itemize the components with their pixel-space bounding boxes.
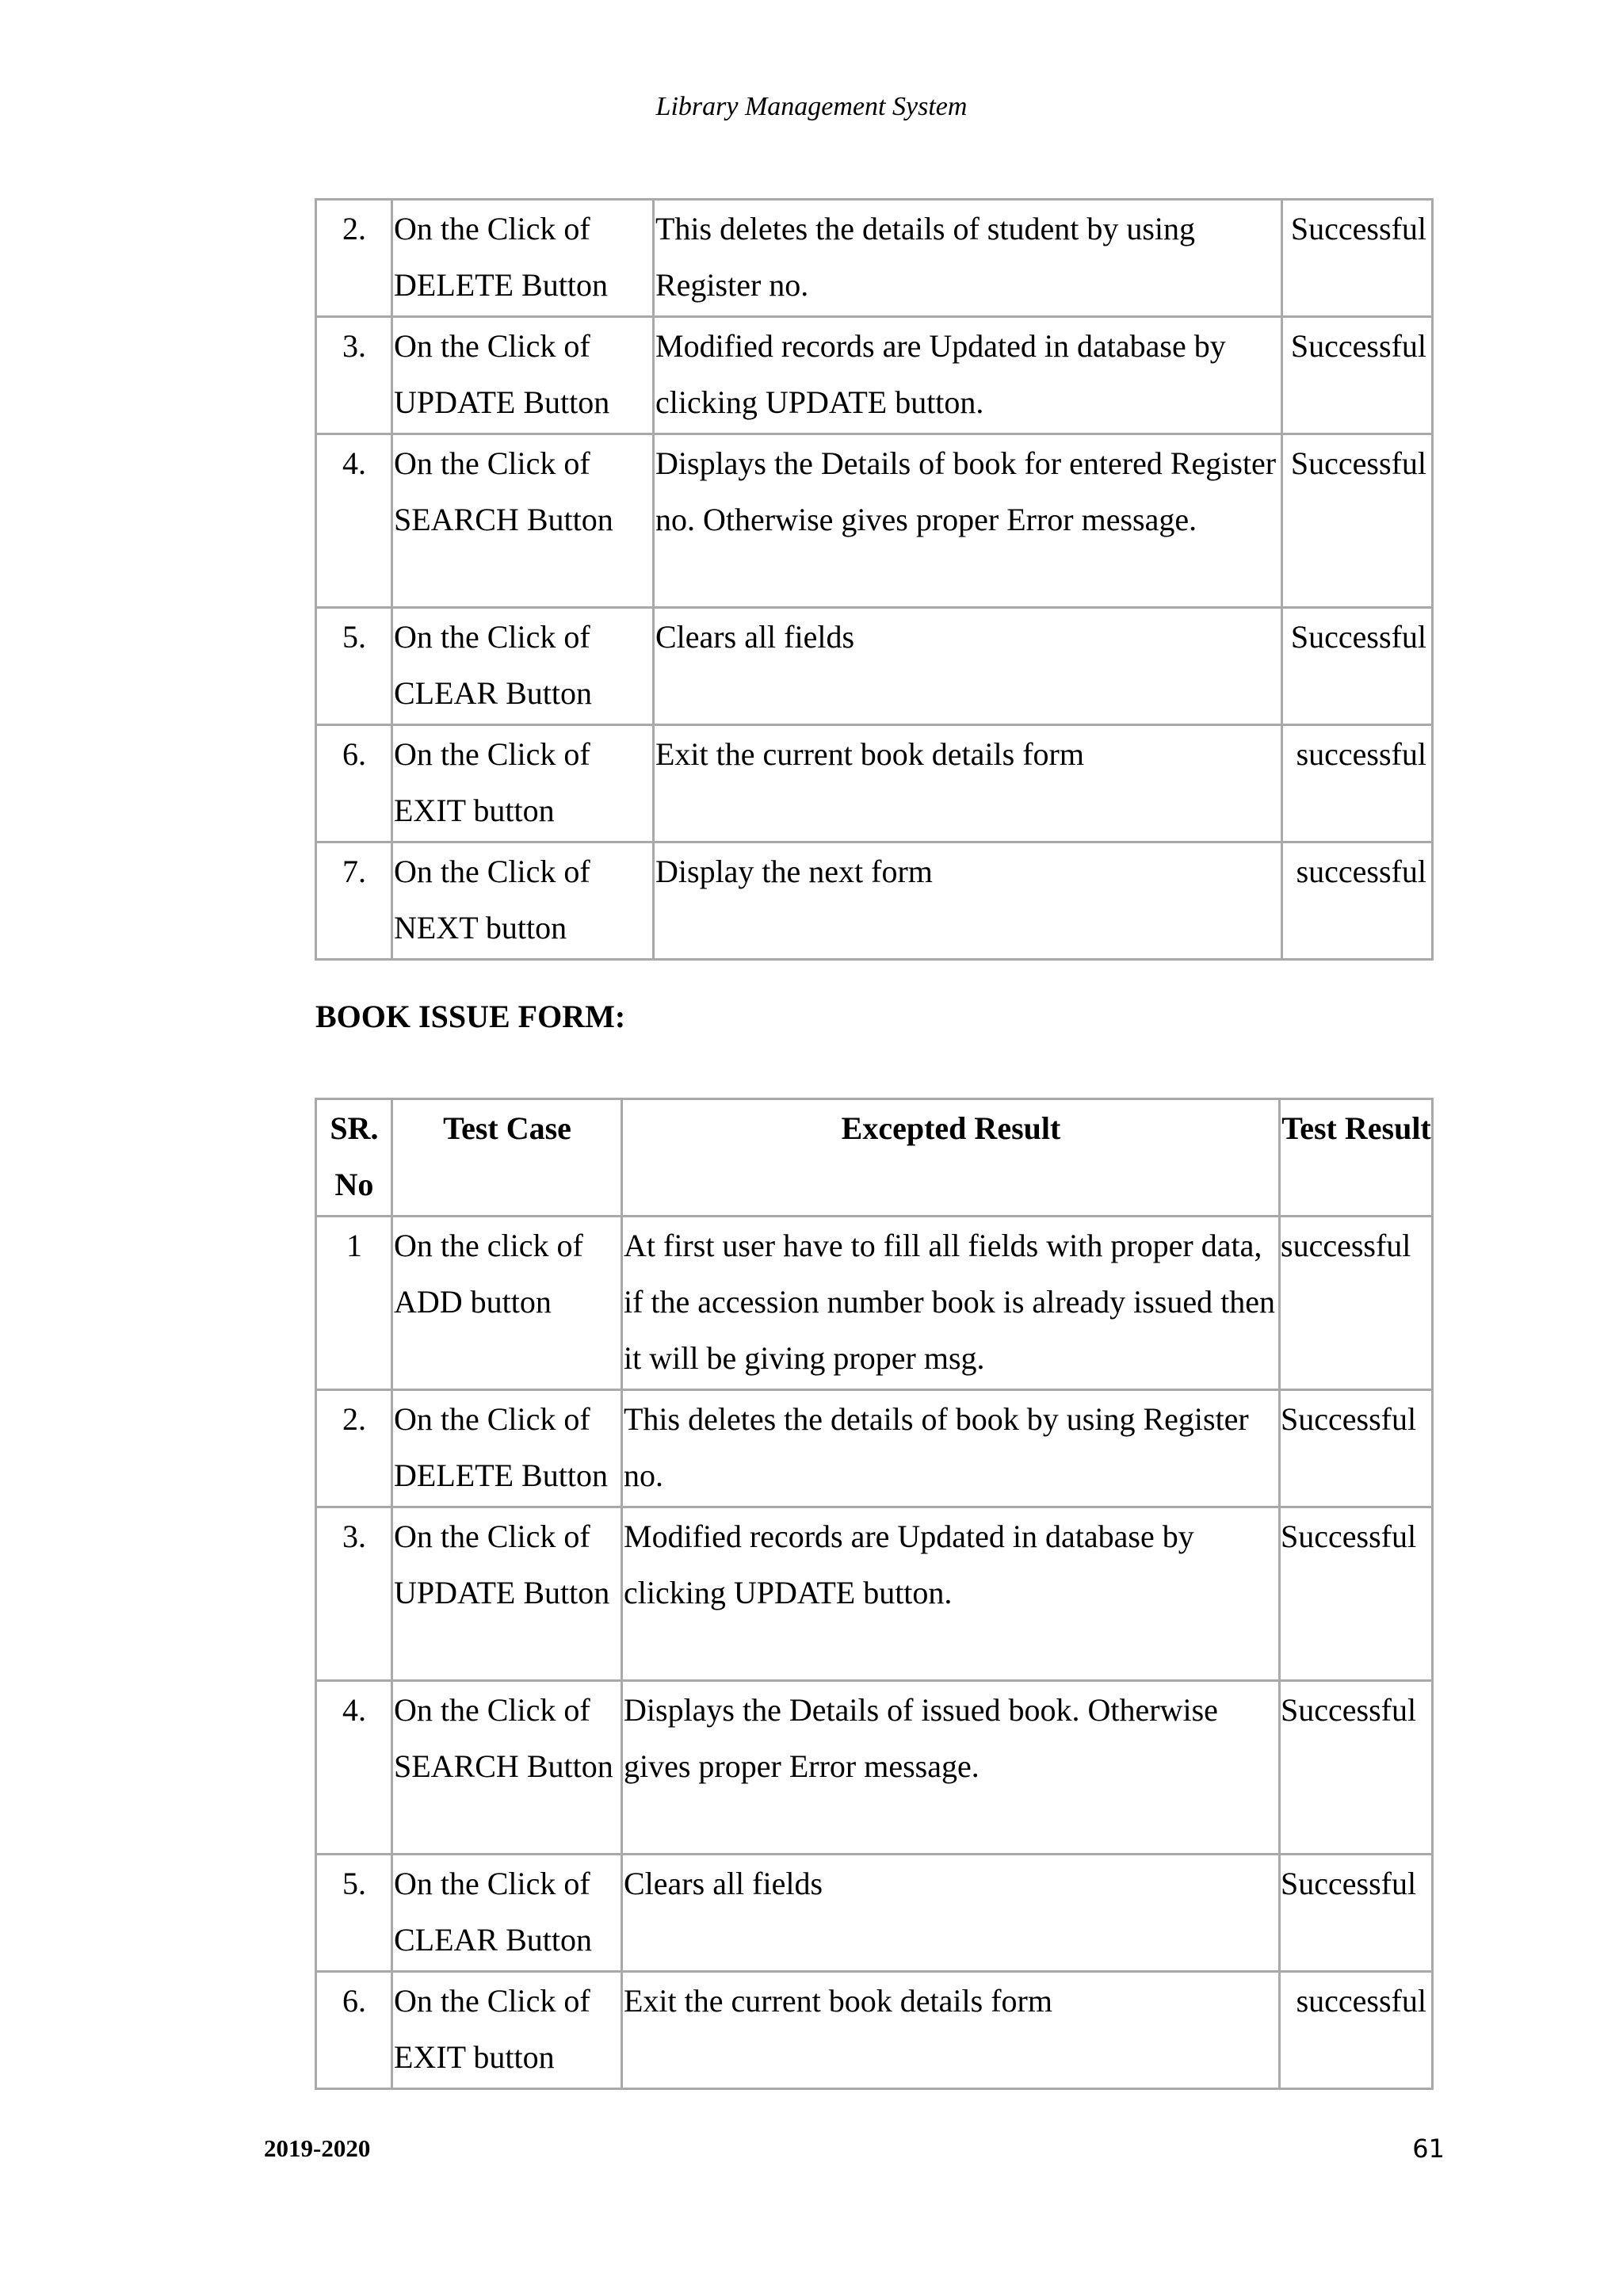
test-result-cell: successful — [1282, 725, 1433, 842]
sr-no-cell: 2. — [316, 1390, 392, 1507]
sr-no-cell: 3. — [316, 317, 392, 434]
test-case-cell: On the Click of CLEAR Button — [392, 1855, 622, 1972]
book-issue-test-case-table — [315, 1098, 1434, 2090]
running-header: Library Management System — [655, 92, 968, 121]
test-case-cell: On the Click of EXIT button — [392, 1972, 622, 2089]
test-case-cell: On the click of ADD button — [392, 1217, 622, 1390]
expected-result-cell: Exit the current book details form — [622, 1972, 1280, 2089]
test-case-cell: On the Click of SEARCH Button — [392, 434, 654, 608]
expected-result-cell: This deletes the details of student by using Register no. — [654, 200, 1282, 317]
expected-result-cell: Modified records are Updated in database by clicking UPDATE button. — [622, 1507, 1280, 1681]
footer-year: 2019-2020 — [264, 2134, 371, 2162]
table-row — [316, 1855, 1433, 1972]
sr-no-cell: 4. — [316, 1681, 392, 1855]
test-case-cell: On the Click of UPDATE Button — [392, 317, 654, 434]
sr-no-cell: 5. — [316, 608, 392, 725]
table-row — [316, 842, 1433, 960]
table-row — [316, 608, 1433, 725]
test-result-cell: Successful — [1282, 608, 1433, 725]
column-header-test-result: Test Result — [1280, 1099, 1433, 1217]
test-result-cell: Successful — [1280, 1507, 1433, 1681]
test-result-cell: Successful — [1280, 1855, 1433, 1972]
table-row — [316, 317, 1433, 434]
expected-result-cell: Exit the current book details form — [654, 725, 1282, 842]
table-row — [316, 1390, 1433, 1507]
test-result-cell: Successful — [1280, 1390, 1433, 1507]
table-row — [316, 1681, 1433, 1855]
test-case-cell: On the Click of EXIT button — [392, 725, 654, 842]
test-case-cell: On the Click of CLEAR Button — [392, 608, 654, 725]
page-number: 61 — [1412, 2134, 1445, 2164]
column-header-expected-result: Excepted Result — [622, 1099, 1280, 1217]
test-case-cell: On the Click of SEARCH Button — [392, 1681, 622, 1855]
test-result-cell: Successful — [1280, 1681, 1433, 1855]
expected-result-cell: Displays the Details of book for entered Register no. Otherwise gives proper Error message. — [654, 434, 1282, 608]
test-case-cell: On the Click of DELETE Button — [392, 200, 654, 317]
test-case-table-continued — [315, 198, 1434, 961]
table-row — [316, 200, 1433, 317]
test-result-cell: successful — [1280, 1217, 1433, 1390]
expected-result-cell: Clears all fields — [622, 1855, 1280, 1972]
sr-no-cell: 7. — [316, 842, 392, 960]
section-heading: BOOK ISSUE FORM: — [315, 999, 626, 1034]
test-case-cell: On the Click of DELETE Button — [392, 1390, 622, 1507]
table-header-row — [316, 1099, 1433, 1217]
column-header-test-case: Test Case — [392, 1099, 622, 1217]
table-row — [316, 1217, 1433, 1390]
test-result-cell: Successful — [1282, 200, 1433, 317]
test-result-cell: successful — [1282, 842, 1433, 960]
sr-no-cell: 4. — [316, 434, 392, 608]
test-result-cell: Successful — [1282, 317, 1433, 434]
expected-result-cell: Displays the Details of issued book. Otherwise gives proper Error message. — [622, 1681, 1280, 1855]
test-case-cell: On the Click of UPDATE Button — [392, 1507, 622, 1681]
sr-no-cell: 6. — [316, 1972, 392, 2089]
expected-result-cell: At first user have to fill all fields with proper data, if the accession number book is already issued then it will be giving proper msg. — [622, 1217, 1280, 1390]
sr-no-cell: 2. — [316, 200, 392, 317]
expected-result-cell: Modified records are Updated in database by clicking UPDATE button. — [654, 317, 1282, 434]
test-case-cell: On the Click of NEXT button — [392, 842, 654, 960]
expected-result-cell: This deletes the details of book by using Register no. — [622, 1390, 1280, 1507]
test-result-cell: successful — [1280, 1972, 1433, 2089]
test-result-cell: Successful — [1282, 434, 1433, 608]
table-row — [316, 1507, 1433, 1681]
sr-no-cell: 1 — [316, 1217, 392, 1390]
table-row — [316, 1972, 1433, 2089]
sr-no-cell: 5. — [316, 1855, 392, 1972]
sr-no-cell: 6. — [316, 725, 392, 842]
column-header-sr-no: SR. No — [316, 1099, 392, 1217]
sr-no-cell: 3. — [316, 1507, 392, 1681]
expected-result-cell: Clears all fields — [654, 608, 1282, 725]
table-row — [316, 434, 1433, 608]
table-row — [316, 725, 1433, 842]
expected-result-cell: Display the next form — [654, 842, 1282, 960]
